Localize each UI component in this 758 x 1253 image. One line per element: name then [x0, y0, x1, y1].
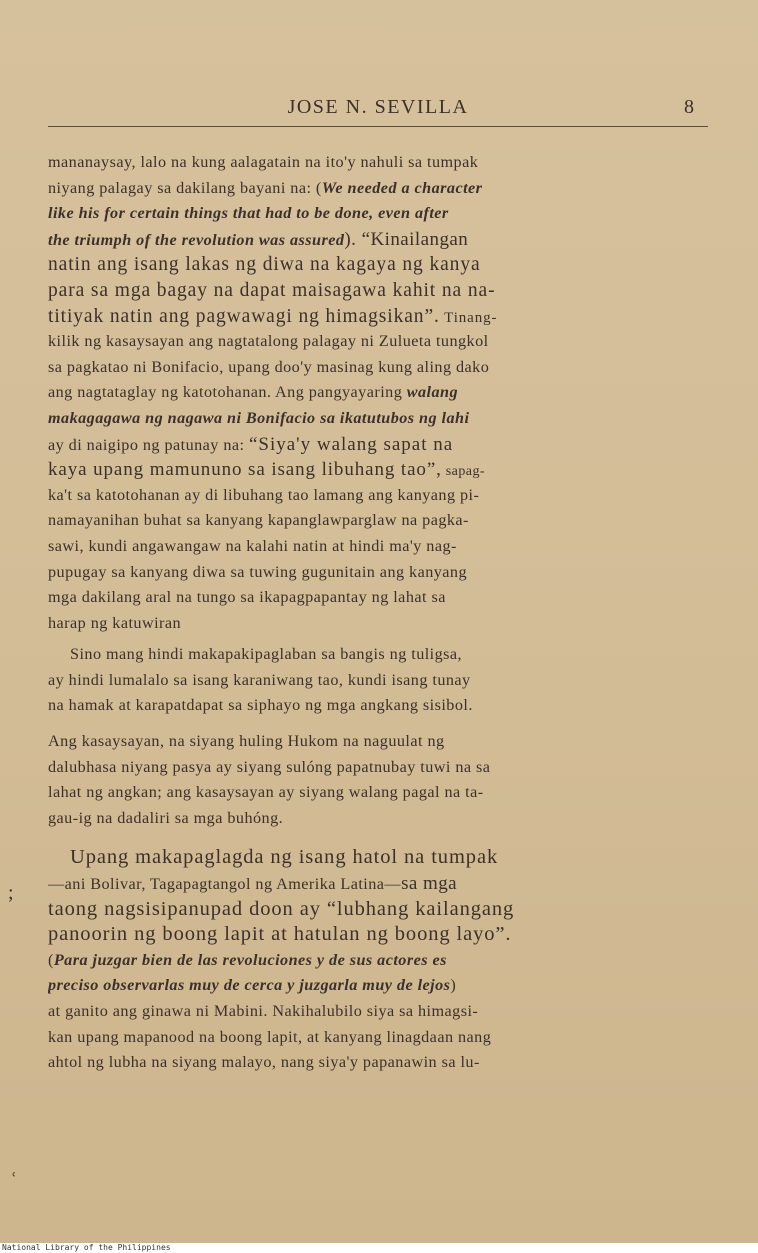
running-head: JOSE N. SEVILLA: [287, 96, 469, 118]
paragraph-1: [48, 150, 703, 636]
text-line: sa pagkatao ni Bonifacio, upang doo'y masinag kung aling dako: [48, 357, 490, 376]
text-span: niyang palagay sa dakilang bayani na: (: [48, 178, 322, 197]
spanish-quote: Para juzgar bien de las revoluciones y de sus actores es: [53, 950, 447, 969]
text-span: ay di naigipo ng patunay na:: [48, 435, 249, 454]
text-line: kilik ng kasaysayan ang nagtatalong palagay ni Zulueta tungkol: [48, 332, 489, 351]
spanish-quote: preciso observarlas muy de cerca y juzgarla muy de lejos: [48, 976, 451, 995]
text-span: ang nagtataglay ng katotohanan. Ang pangyayaring: [48, 383, 407, 402]
text-line: lahat ng angkan; ang kasaysayan ay siyang walang pagal na ta-: [48, 783, 484, 802]
text-span: —ani Bolivar, Tagapagtangol ng Amerika Latina—: [48, 875, 402, 894]
text-line: pupugay sa kanyang diwa sa tuwing gugunitain ang kanyang: [48, 562, 468, 581]
text-line: Upang makapaglagda ng isang hatol na tumpak: [70, 846, 499, 869]
text-line: dalubhasa niyang pasya ay siyang sulóng papatnubay tuwi na sa: [48, 757, 491, 776]
text-span: sa mga: [401, 873, 458, 895]
text-line: [48, 176, 703, 202]
text-span: sapag-: [441, 464, 486, 480]
text-line: ahtol ng lubha na siyang malayo, nang siya'y papanawin sa lu-: [48, 1053, 480, 1072]
text-line: [48, 871, 703, 897]
english-quote: the triumph of the revolution was assured: [48, 230, 345, 249]
emphasis-line: makagagawa ng nagawa ni Bonifacio sa ikatutubos ng lahi: [48, 408, 470, 427]
page-header: [48, 96, 708, 132]
text-line: para sa mga bagay na dapat maisagawa kahit na na-: [48, 279, 496, 301]
text-span: kaya upang mamununo sa isang libuhang tao”,: [48, 459, 442, 481]
text-line: na hamak at karapatdapat sa siphayo ng mga angkang sisibol.: [48, 696, 473, 715]
spacer: [48, 831, 703, 845]
text-span: Tinang-: [439, 309, 498, 326]
margin-semicolon: ;: [8, 882, 14, 904]
text-line: harap ng katuwiran: [48, 613, 182, 632]
text-line: namayanihan buhat sa kanyang kapanglawparglaw na pagka-: [48, 511, 469, 530]
text-line: at ganito ang ginawa ni Mabini. Nakihalubilo siya sa himagsi-: [48, 1002, 479, 1020]
paragraph-3: [48, 729, 703, 831]
text-line: gau-ig na dadaliri sa mga buhóng.: [48, 808, 284, 827]
text-span: titiyak natin ang pagwawagi ng himagsikan”.: [48, 305, 440, 327]
text-line: kan upang mapanood na boong lapit, at kanyang linagdaan nang: [48, 1027, 492, 1046]
text-span: (: [48, 950, 54, 969]
english-quote-line: like his for certain things that had to be done, even after: [48, 204, 449, 223]
text-line: mananaysay, lalo na kung aalagatain na ito'y nahuli sa tumpak: [48, 153, 479, 171]
margin-curl: ʿ: [10, 1168, 18, 1193]
text-line: sawi, kundi angawangaw na kalahi natin at hindi ma'y nag-: [48, 536, 457, 555]
footer-bar: [0, 1243, 758, 1253]
text-line: taong nagsisipanupad doon ay “lubhang kailangang: [48, 897, 515, 920]
emphasis: walang: [406, 383, 459, 402]
english-quote: We needed a character: [321, 178, 483, 197]
text-line: [48, 304, 703, 330]
footer-credit: National Library of the Philippines: [2, 1243, 171, 1252]
header-rule: [48, 126, 708, 127]
text-line: Sino mang hindi makapakipaglaban sa bangis ng tuligsa,: [70, 645, 463, 664]
spacer: [48, 719, 703, 729]
page-number: 8: [684, 96, 694, 118]
text-line: [48, 457, 703, 483]
text-line: [48, 380, 703, 406]
text-line: Ang kasaysayan, na siyang huling Hukom na naguulat ng: [48, 732, 445, 751]
paragraph-2: [48, 642, 703, 719]
page-body: [48, 150, 703, 1076]
text-line: [48, 227, 703, 253]
text-line: natin ang isang lakas ng diwa na kagaya ng kanya: [48, 254, 481, 276]
text-line: [48, 973, 703, 999]
text-line: ay hindi lumalalo sa isang karaniwang tao, kundi isang tunay: [48, 670, 471, 689]
text-span: ): [450, 976, 457, 995]
text-line: mga dakilang aral na tungo sa ikapagpapantay ng lahat sa: [48, 588, 446, 607]
text-span: “Siya'y walang sapat na: [248, 433, 454, 455]
text-line: [48, 432, 703, 458]
text-line: [48, 948, 703, 974]
paragraph-4: [48, 845, 703, 1075]
text-span: ). “Kinailangan: [344, 228, 469, 250]
text-line: ka't sa katotohanan ay di libuhang tao lamang ang kanyang pi-: [48, 485, 480, 504]
text-line: panoorin ng boong lapit at hatulan ng boong layo”.: [48, 923, 512, 946]
